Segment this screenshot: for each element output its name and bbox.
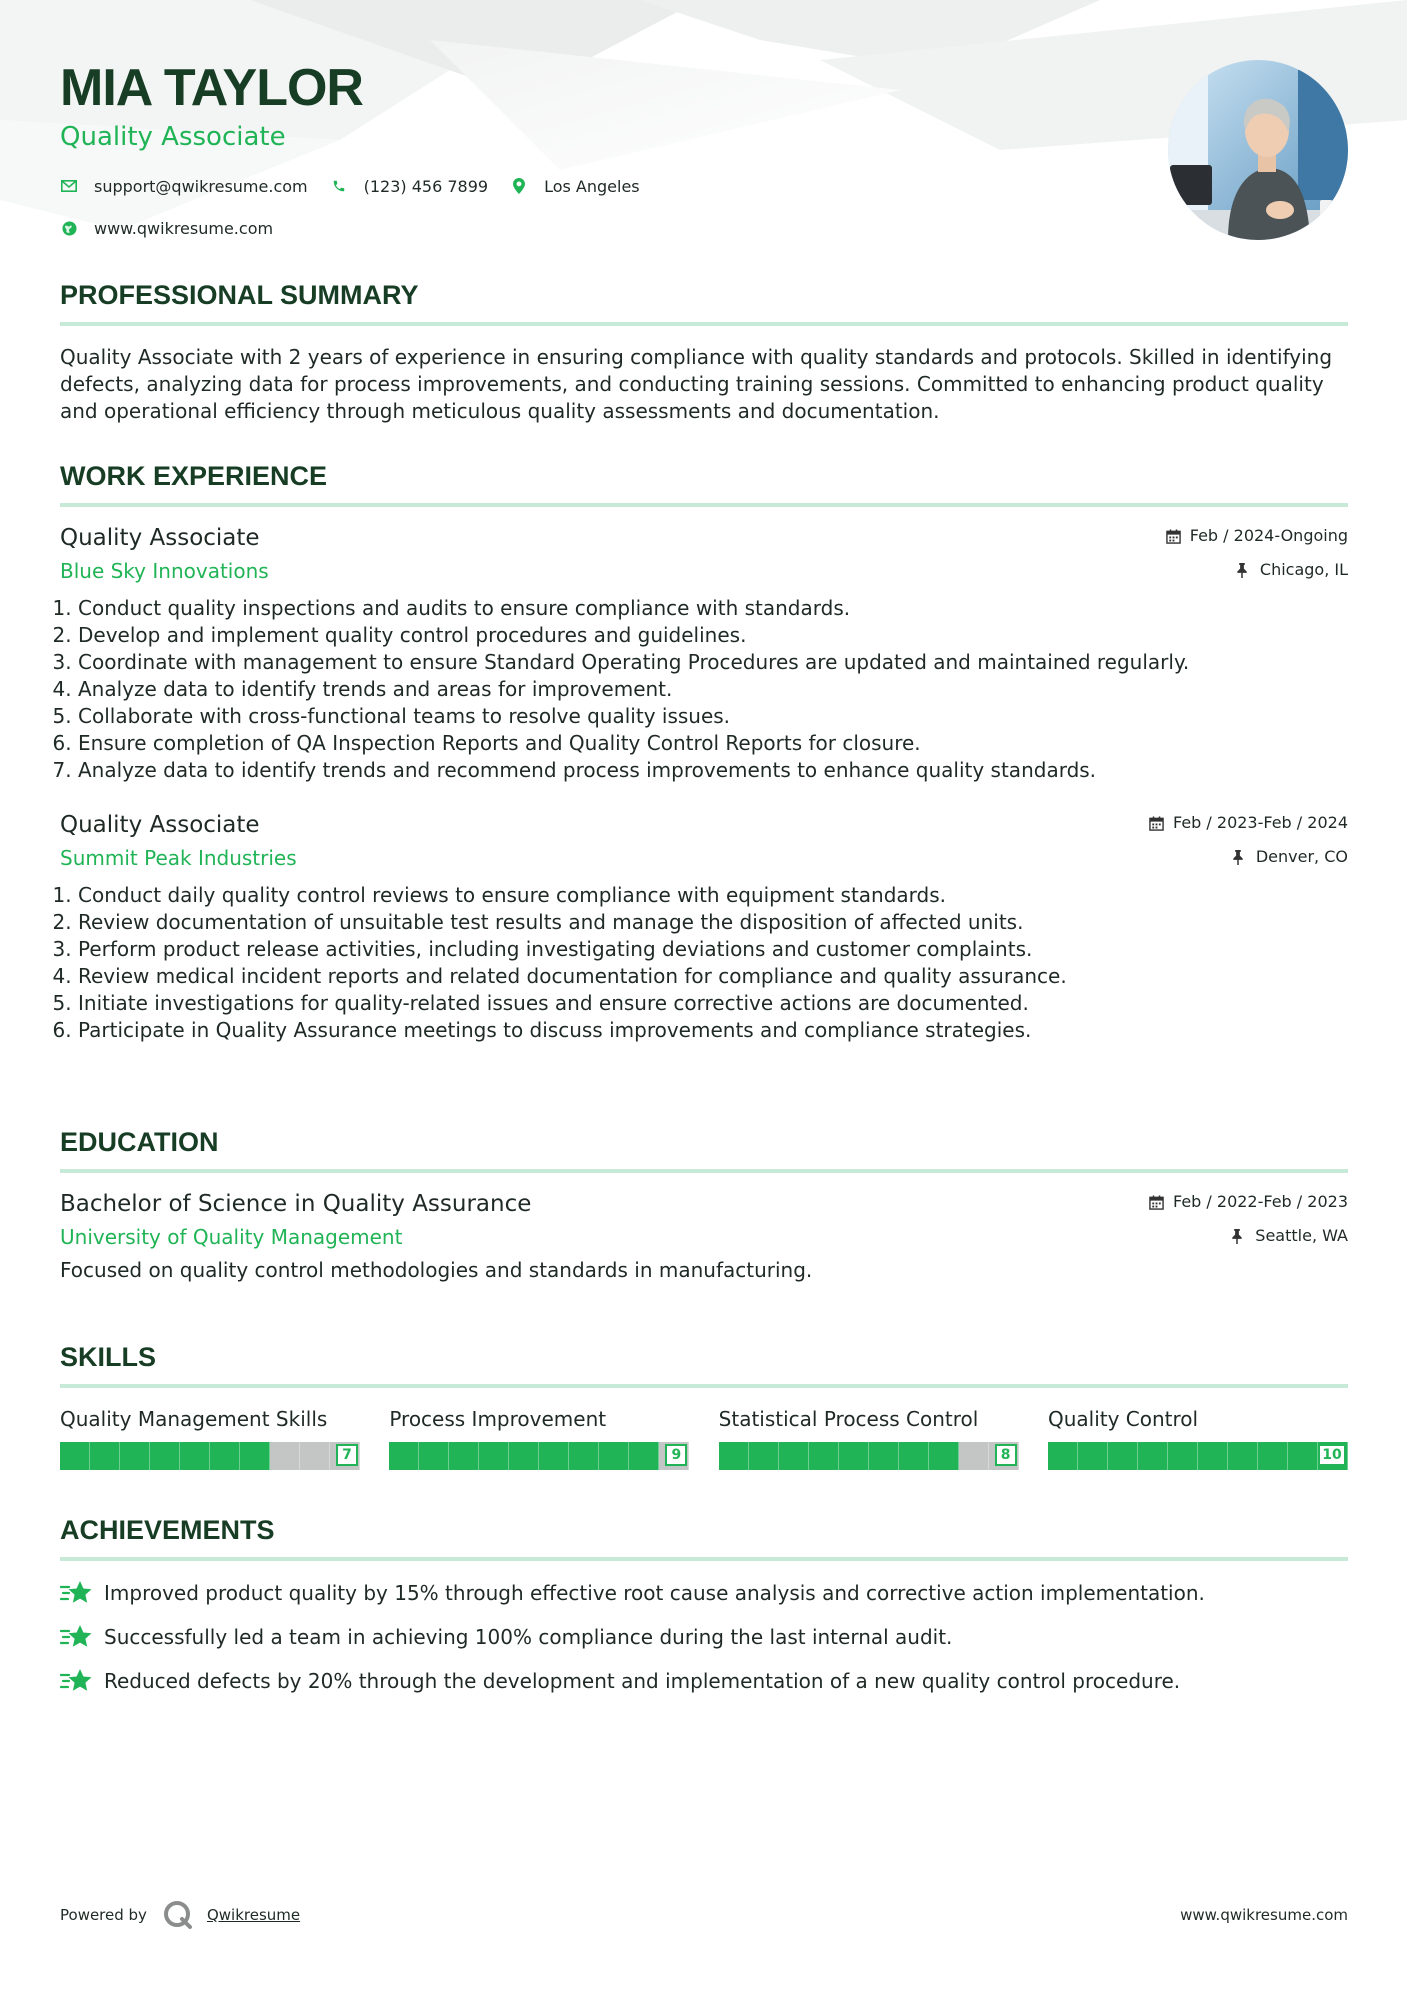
brand-link[interactable]: Qwikresume xyxy=(206,1906,301,1924)
summary-section xyxy=(60,278,1348,425)
list-item: 1. Conduct quality inspections and audits to ensure compliance with standards. xyxy=(78,595,1348,622)
phone-text: (123) 456 7899 xyxy=(363,176,489,196)
skills-grid xyxy=(60,1406,1348,1470)
skill-level-bar xyxy=(719,1442,1019,1470)
contact-email[interactable] xyxy=(60,177,308,196)
skill-segment xyxy=(869,1442,899,1470)
skill-segment xyxy=(120,1442,150,1470)
location-text: Los Angeles xyxy=(544,176,640,196)
skill-segment xyxy=(1108,1442,1138,1470)
star-award-icon xyxy=(60,1666,92,1696)
candidate-role: Quality Associate xyxy=(60,122,286,152)
calendar-icon xyxy=(1166,528,1182,544)
school-name: University of Quality Management xyxy=(60,1225,403,1249)
education-section xyxy=(60,1125,1348,1284)
skill-segment xyxy=(419,1442,449,1470)
skill-segment xyxy=(1228,1442,1258,1470)
list-item: 4. Review medical incident reports and related documentation for compliance and quality assurance. xyxy=(78,963,1348,990)
skill-segment xyxy=(509,1442,539,1470)
skill-segment xyxy=(779,1442,809,1470)
profile-photo xyxy=(1168,60,1348,240)
skill-item xyxy=(389,1406,689,1470)
summary-text: Quality Associate with 2 years of experience in ensuring compliance with quality standards and protocols. Skilled in identifying defects, analyzing data for process improvements, and conducting training sessions. Committed to enhancing product quality and operational efficiency through meticulous quality assessments and documentation. xyxy=(60,345,1333,423)
calendar-icon xyxy=(1149,815,1165,831)
list-item: 2. Develop and implement quality control procedures and guidelines. xyxy=(78,622,1348,649)
envelope-icon xyxy=(60,177,78,195)
skill-segment xyxy=(90,1442,120,1470)
skill-segment xyxy=(270,1442,300,1470)
star-award-icon xyxy=(60,1578,92,1608)
achievements-heading: ACHIEVEMENTS xyxy=(60,1515,275,1545)
list-item: 6. Ensure completion of QA Inspection Reports and Quality Control Reports for closure. xyxy=(78,730,1348,757)
calendar-icon xyxy=(1149,1194,1165,1210)
footer-website[interactable]: www.qwikresume.com xyxy=(1180,1906,1348,1924)
education-location: Seattle, WA xyxy=(1255,1226,1348,1245)
section-divider xyxy=(60,1384,1348,1388)
skill-segment xyxy=(929,1442,959,1470)
list-item: 7. Analyze data to identify trends and recommend process improvements to enhance quality standards. xyxy=(78,757,1348,784)
email-text: support@qwikresume.com xyxy=(94,176,308,196)
skill-level-number: 9 xyxy=(665,1444,687,1466)
skill-segment xyxy=(539,1442,569,1470)
skill-segment xyxy=(1138,1442,1168,1470)
skills-section xyxy=(60,1340,1348,1470)
skill-segment xyxy=(809,1442,839,1470)
job-entry xyxy=(60,523,1348,784)
skill-level-number: 8 xyxy=(995,1444,1017,1466)
skill-segment xyxy=(959,1442,989,1470)
skill-segment xyxy=(899,1442,929,1470)
skill-segment xyxy=(300,1442,330,1470)
skill-segment xyxy=(1198,1442,1228,1470)
job-location: Chicago, IL xyxy=(1259,560,1348,579)
skill-segment xyxy=(210,1442,240,1470)
contact-row-web xyxy=(60,214,1160,242)
skill-segment xyxy=(1258,1442,1288,1470)
skill-item xyxy=(60,1406,360,1470)
job-dates: Feb / 2024-Ongoing xyxy=(1189,526,1348,545)
job-bullets xyxy=(60,882,1348,1044)
powered-by-label: Powered by xyxy=(60,1906,147,1924)
star-award-icon xyxy=(60,1622,92,1652)
skill-level-bar xyxy=(1048,1442,1348,1470)
skill-item xyxy=(719,1406,1019,1470)
pushpin-icon xyxy=(1236,562,1252,578)
skill-level-number: 10 xyxy=(1318,1444,1346,1466)
experience-section xyxy=(60,459,1348,1044)
skill-segment xyxy=(389,1442,419,1470)
skill-segment xyxy=(839,1442,869,1470)
achievements-section xyxy=(60,1513,1348,1703)
section-divider xyxy=(60,322,1348,326)
achievement-text: Successfully led a team in achieving 100% compliance during the last internal audit. xyxy=(104,1624,953,1649)
education-description: Focused on quality control methodologies and standards in manufacturing. xyxy=(60,1258,813,1282)
candidate-name: MIA TAYLOR xyxy=(60,59,363,117)
skill-segment xyxy=(569,1442,599,1470)
powered-by xyxy=(60,1900,300,1930)
contact-website[interactable] xyxy=(60,219,273,238)
list-item: 6. Participate in Quality Assurance meetings to discuss improvements and compliance strategies. xyxy=(78,1017,1348,1044)
skills-heading: SKILLS xyxy=(60,1342,157,1372)
achievement-text: Reduced defects by 20% through the development and implementation of a new quality control procedure. xyxy=(104,1668,1181,1693)
skill-segment xyxy=(479,1442,509,1470)
job-location: Denver, CO xyxy=(1255,847,1348,866)
qwikresume-logo-icon xyxy=(163,1900,193,1930)
skill-segment xyxy=(1078,1442,1108,1470)
skill-segment xyxy=(1168,1442,1198,1470)
skill-segment xyxy=(180,1442,210,1470)
list-item: 5. Collaborate with cross-functional teams to resolve quality issues. xyxy=(78,703,1348,730)
skill-segment xyxy=(449,1442,479,1470)
page-footer xyxy=(60,1900,1348,1930)
summary-heading: PROFESSIONAL SUMMARY xyxy=(60,280,419,310)
skill-level-bar xyxy=(389,1442,689,1470)
degree-title: Bachelor of Science in Quality Assurance xyxy=(60,1191,532,1217)
skill-level-bar xyxy=(60,1442,360,1470)
skill-segment xyxy=(599,1442,629,1470)
list-item: 4. Analyze data to identify trends and areas for improvement. xyxy=(78,676,1348,703)
contact-phone[interactable] xyxy=(330,177,488,196)
education-dates: Feb / 2022-Feb / 2023 xyxy=(1173,1192,1348,1211)
skill-segment xyxy=(150,1442,180,1470)
education-heading: EDUCATION xyxy=(60,1127,219,1157)
list-item: 5. Initiate investigations for quality-related issues and ensure corrective actions are documented. xyxy=(78,990,1348,1017)
job-company: Summit Peak Industries xyxy=(60,846,297,870)
map-pin-icon xyxy=(510,177,528,195)
skill-segment xyxy=(749,1442,779,1470)
pushpin-icon xyxy=(1231,1228,1247,1244)
job-entry xyxy=(60,810,1348,1044)
skill-segment xyxy=(1048,1442,1078,1470)
job-bullets xyxy=(60,595,1348,784)
skill-segment xyxy=(629,1442,659,1470)
pushpin-icon xyxy=(1232,849,1248,865)
skill-name: Quality Management Skills xyxy=(60,1407,328,1431)
job-dates: Feb / 2023-Feb / 2024 xyxy=(1173,813,1348,832)
experience-heading: WORK EXPERIENCE xyxy=(60,461,328,491)
skill-segment xyxy=(1288,1442,1318,1470)
website-text: www.qwikresume.com xyxy=(94,218,274,238)
job-title: Quality Associate xyxy=(60,812,260,838)
job-company: Blue Sky Innovations xyxy=(60,559,269,583)
skill-name: Statistical Process Control xyxy=(718,1407,979,1431)
globe-icon xyxy=(60,219,78,237)
skill-level-number: 7 xyxy=(336,1444,358,1466)
section-divider xyxy=(60,1169,1348,1173)
list-item: 1. Conduct daily quality control reviews to ensure compliance with equipment standards. xyxy=(78,882,1348,909)
skill-item xyxy=(1048,1406,1348,1470)
skill-segment xyxy=(719,1442,749,1470)
achievement-item xyxy=(60,1615,1348,1659)
job-title: Quality Associate xyxy=(60,525,260,551)
phone-icon xyxy=(330,177,348,195)
resume-header xyxy=(60,58,1160,242)
achievement-item xyxy=(60,1659,1348,1703)
list-item: 2. Review documentation of unsuitable test results and manage the disposition of affected units. xyxy=(78,909,1348,936)
skill-segment xyxy=(240,1442,270,1470)
section-divider xyxy=(60,503,1348,507)
contact-location xyxy=(510,177,640,196)
skill-name: Quality Control xyxy=(1047,1407,1199,1431)
section-divider xyxy=(60,1557,1348,1561)
list-item: 3. Coordinate with management to ensure Standard Operating Procedures are updated and maintained regularly. xyxy=(78,649,1348,676)
achievement-text: Improved product quality by 15% through effective root cause analysis and corrective action implementation. xyxy=(104,1580,1205,1605)
skill-segment xyxy=(60,1442,90,1470)
contact-row xyxy=(60,172,1160,200)
achievement-item xyxy=(60,1571,1348,1615)
list-item: 3. Perform product release activities, including investigating deviations and customer complaints. xyxy=(78,936,1348,963)
skill-name: Process Improvement xyxy=(389,1407,607,1431)
